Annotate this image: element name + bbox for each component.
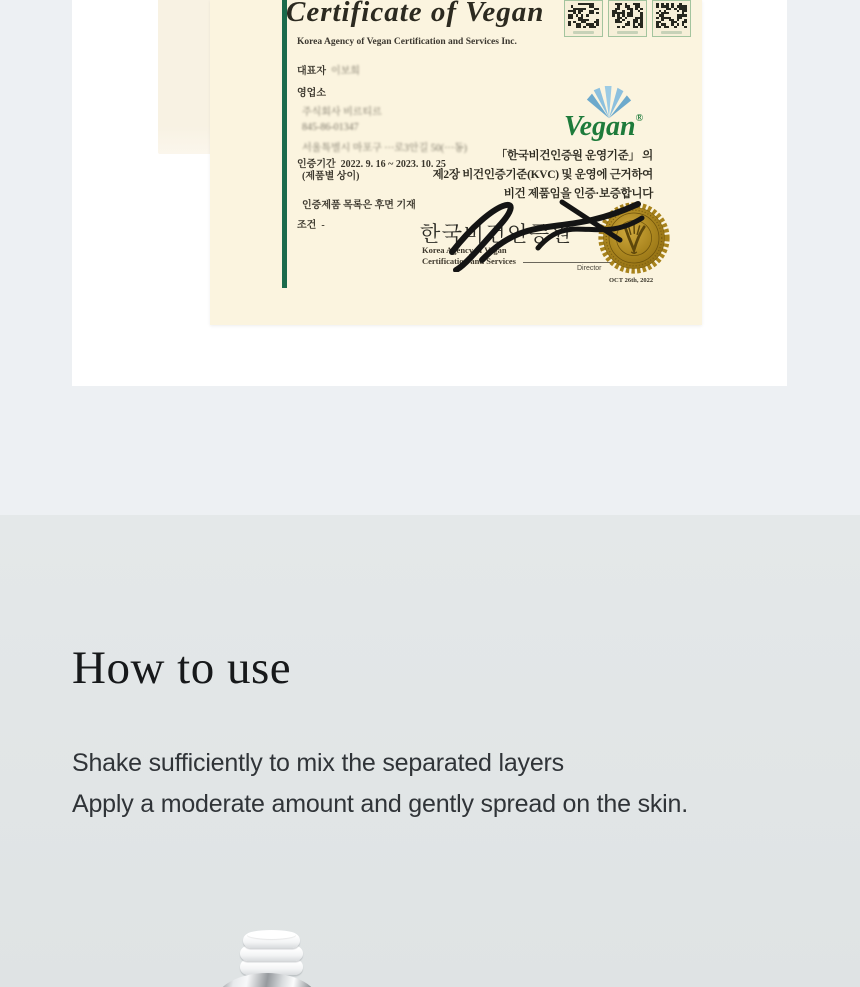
qr-code-row xyxy=(564,0,691,37)
qr-code xyxy=(608,0,647,37)
qr-code xyxy=(564,0,603,37)
certificate-card xyxy=(72,0,787,386)
qr-code xyxy=(652,0,691,37)
qr-caption-bar xyxy=(617,31,639,34)
certificate-agency-line: Korea Agency of Vegan Certification and Services Inc. xyxy=(297,37,517,47)
instruction-line: Shake sufficiently to mix the separated layers xyxy=(72,749,564,777)
issuer-name-english: Korea Agency of Vegan Certification and Services xyxy=(422,245,516,266)
registered-mark: ® xyxy=(635,113,644,124)
bottle-neck xyxy=(240,930,303,976)
how-to-use-section xyxy=(0,515,860,987)
certificate-title: Certificate of Vegan xyxy=(286,0,545,28)
qr-caption-bar xyxy=(573,31,595,34)
cert-field-address: 서울특별시 마포구 ···로3안길 50(···동) xyxy=(302,143,468,154)
how-to-use-title: How to use xyxy=(72,642,292,694)
director-signature xyxy=(442,188,647,272)
certificate-border-line xyxy=(282,0,287,288)
cert-field-product-list-note: 인증제품 목록은 후면 기재 xyxy=(302,200,416,211)
product-bottle-image xyxy=(0,515,860,987)
certification-statement: 「한국비건인증원 운영기준」 의 제2장 비건인증기준(KVC) 및 운영에 근거하여 비건 제품임을 인증·보증합니다 xyxy=(432,150,653,200)
cert-field-per-product-note: (제품별 상이) xyxy=(302,171,360,182)
vegan-certificate xyxy=(210,0,702,325)
certificate-date: OCT 26th, 2022 xyxy=(609,277,654,284)
director-label: Director xyxy=(577,265,602,272)
cert-field-office: 영업소 xyxy=(297,88,326,99)
instruction-line: Apply a moderate amount and gently spread on the skin. xyxy=(72,790,688,818)
vegan-logo-text: Vegan® xyxy=(564,111,644,142)
certificate-back-page xyxy=(158,0,210,154)
cert-field-validity-period: 인증기간 2022. 9. 16 ~ 2023. 10. 25 xyxy=(297,159,446,170)
vegan-logo xyxy=(562,84,707,146)
cert-field-condition: 조건 - xyxy=(297,220,325,231)
cert-field-company: 주식회사 비르티르 xyxy=(302,107,382,118)
cert-field-representative: 대표자 이보희 xyxy=(297,66,360,77)
cert-field-registration-number: 845-86-01347 xyxy=(302,122,359,133)
issuer-name-korean: 한국비건인증원 xyxy=(420,222,573,246)
qr-caption-bar xyxy=(661,31,683,34)
bottle-metal-collar xyxy=(215,973,319,987)
